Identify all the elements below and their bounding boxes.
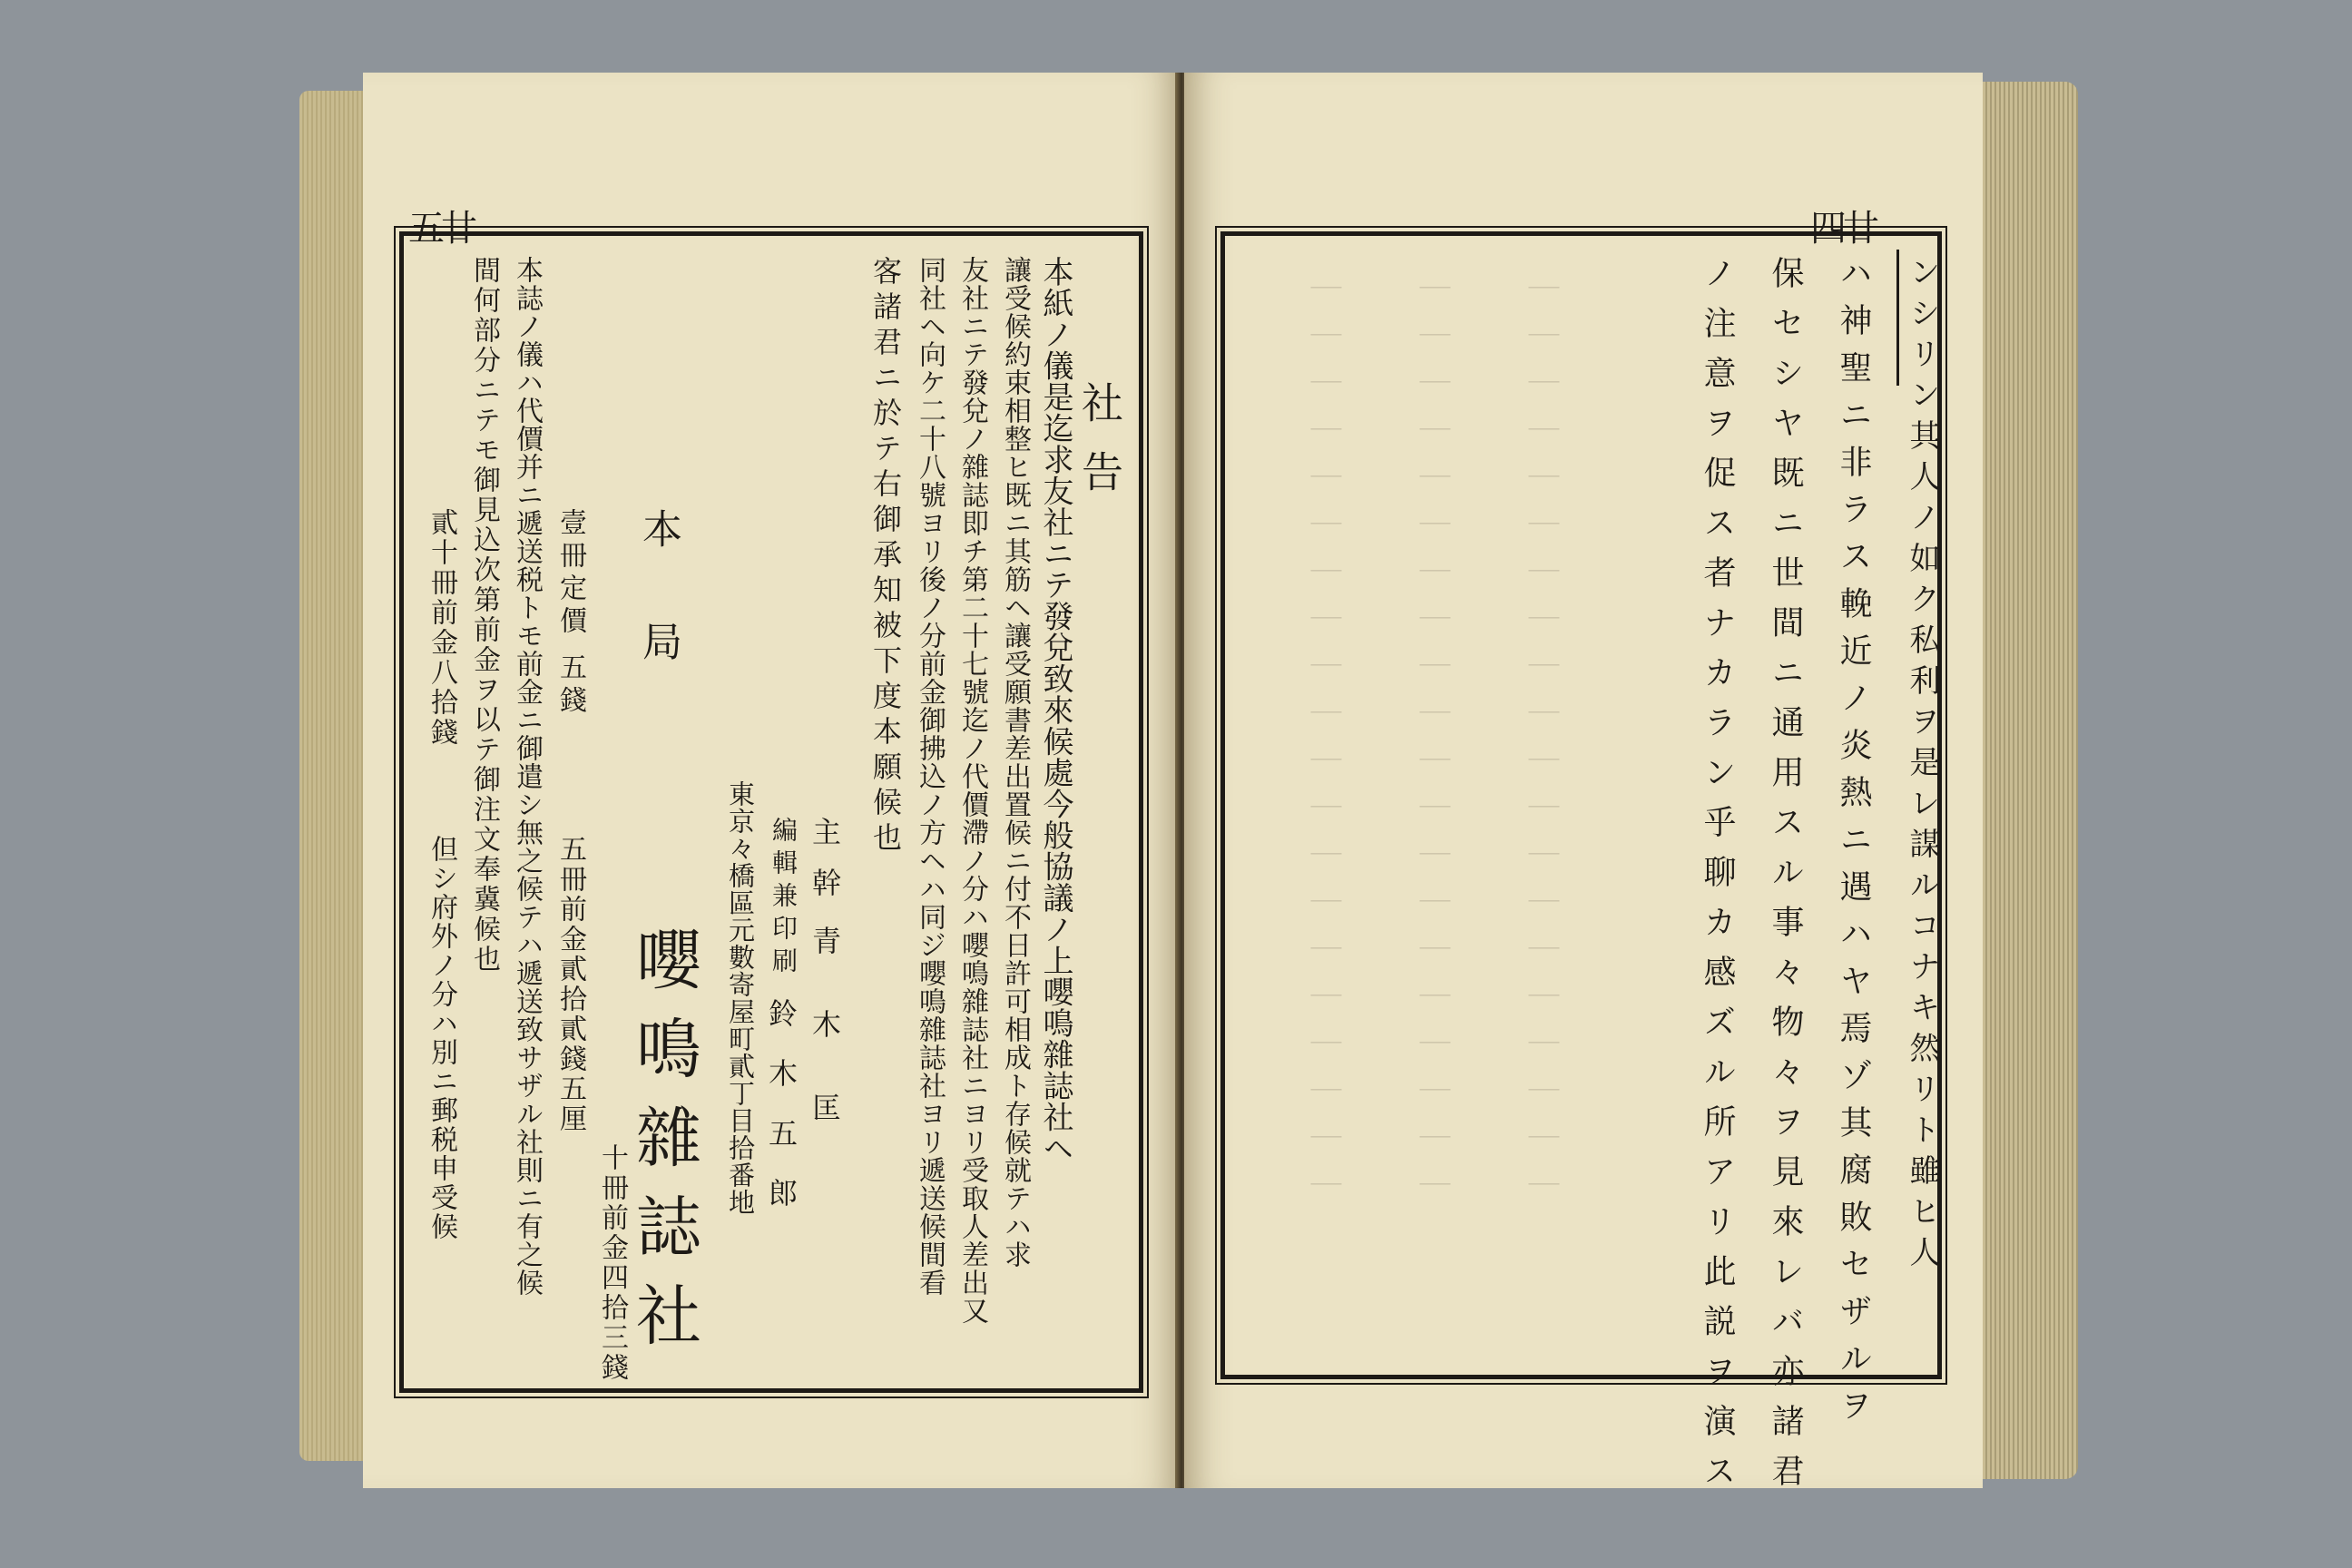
right-page-number: 四廿 [1810,208,1876,250]
publisher-address: 東京々橋區元數寄屋町貳丁目拾番地 [725,780,756,1216]
left-page-frame [399,231,1143,1393]
body-column-1: ンシリン其人ノ如ク私利ヲ是レ謀ルコナキ然リト雖ヒ人 [1904,256,1940,1277]
body-column-3: 保セシヤ既ニ世間ニ通用スル事々物々ヲ見來レバ亦諸君 [1767,256,1804,1504]
left-page [363,73,1180,1488]
publisher-name: 嚶鳴雜誌社 [625,926,701,1370]
right-page-frame [1220,231,1942,1504]
notice-column-1: 本紙ノ儀是迄求友社ニテ發兌致來候處今般協議ノ上嚶鳴雜誌社ヘ [1037,256,1073,1164]
left-page-edges [299,91,372,1461]
price-postage-note: 但シ府外ノ分ハ別ニ郵税申受候 [426,835,457,1241]
show-through-3: ｜｜｜｜｜｜｜｜｜｜｜｜｜｜｜｜｜｜｜｜ [1305,272,1341,1216]
body-column-4: ノ注意ヲ促ス者ナカラン乎聊カ感ズル所アリ此説ヲ演ス [1699,256,1736,1504]
chief-name: 青木匡 [808,926,842,1176]
chief-label: 主幹 [808,817,842,918]
right-page-edges [1978,82,2078,1479]
right-page [1184,73,1983,1504]
price-ten-copies: 十冊前金四拾三錢 [596,1143,628,1383]
editor-label: 編輯兼印刷 [769,817,799,980]
notice-title: 社告 [1075,381,1124,519]
show-through-1: ｜｜｜｜｜｜｜｜｜｜｜｜｜｜｜｜｜｜｜｜ [1523,272,1559,1216]
office-label: 本局 [635,508,681,733]
notice-column-2: 讓受候約束相整ヒ既ニ其筋ヘ讓受願書差出置候ニ付不日許可相成ト存候就テハ求 [999,256,1031,1269]
body-column-2: ハ神聖ニ非ラス輓近ノ炎熱ニ遇ハヤ焉ゾ其腐敗セザルヲ [1835,256,1872,1436]
editor-name: 鈴木五郎 [764,998,799,1238]
price-twenty-copies: 貳十冊前金八拾錢 [426,508,457,748]
price-note-1: 本誌ノ儀ハ代價并ニ遞送税トモ前金ニ御遣シ無之候テハ遞送致サザル社則ニ有之候 [511,256,543,1297]
notice-column-4: 同社ヘ向ケ二十八號ヨリ後ノ分前金御拂込ノ方ヘハ同ジ嚶鳴雜誌社ヨリ遞送候間看 [914,256,946,1297]
open-book [299,73,2078,1504]
notice-column-3: 友社ニテ發兌ノ雜誌即チ第二十七號迄ノ代價滯ノ分ハ嚶鳴雜誌社ニヨリ受取人差出又 [956,256,988,1325]
price-one-copy: 壹冊定價 五錢 [554,508,586,719]
left-page-number: 五廿 [408,208,474,250]
price-five-copies: 五冊前金貳拾貳錢五厘 [554,835,586,1134]
show-through-2: ｜｜｜｜｜｜｜｜｜｜｜｜｜｜｜｜｜｜｜｜ [1414,272,1450,1216]
notice-column-5: 客諸君ニ於テ右御承知被下度本願候也 [868,256,903,858]
column-rule [1896,250,1899,386]
price-note-2: 間何部分ニテモ御見込次第前金ヲ以テ御注文奉冀候也 [468,256,500,975]
